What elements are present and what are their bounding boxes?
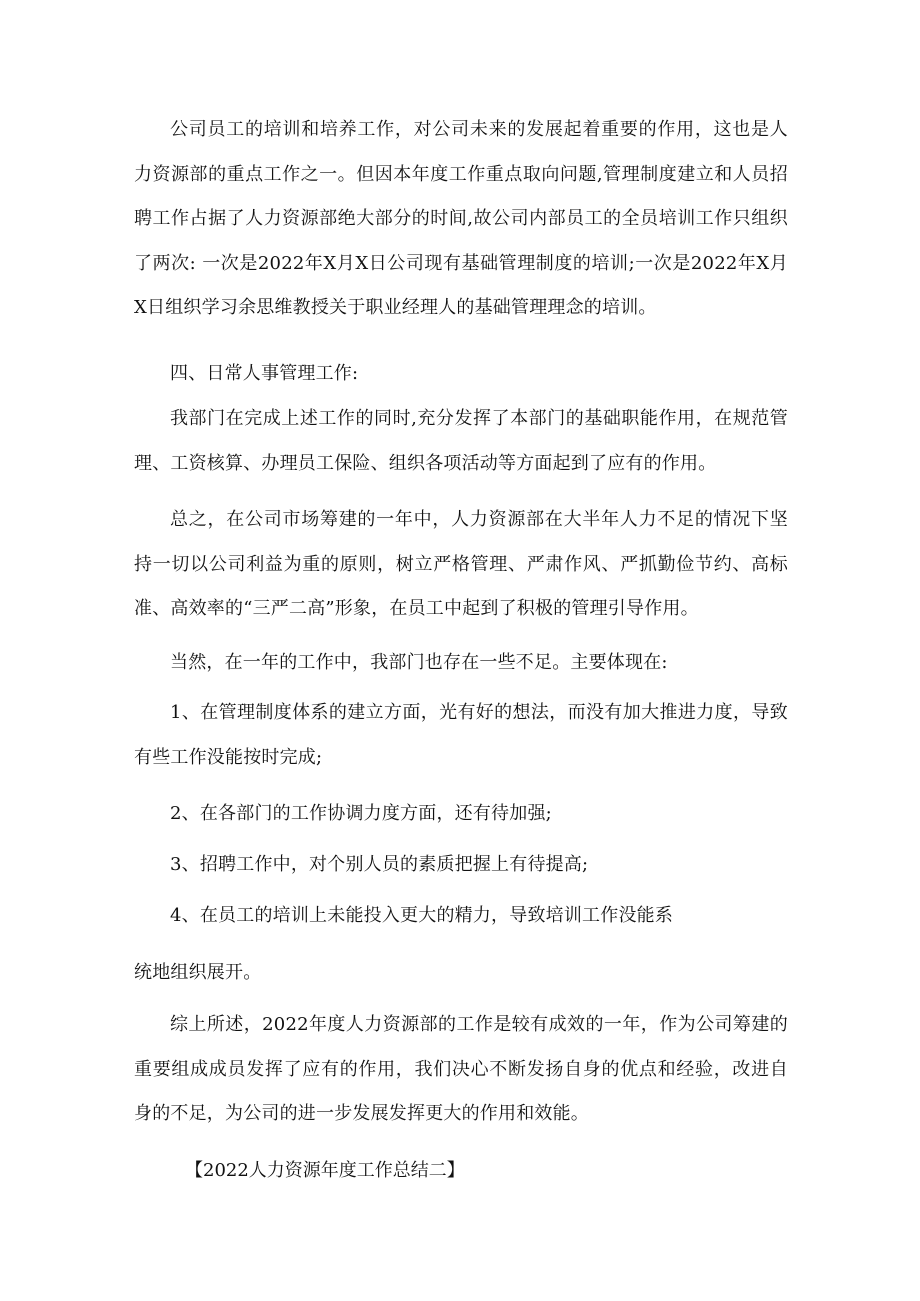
paragraph-conclusion: 综上所述，2022年度人力资源部的工作是较有成效的一年，作为公司筹建的重要组成成员发挥了应有的作用，我们决心不断发扬自身的优点和经验，改进自身的不足，为公司的进一步发展发挥更大的作用和效能。 [134,1014,788,1124]
paragraph-daily-management: 我部门在完成上述工作的同时,充分发挥了本部门的基础职能作用，在规范管理、工资核算、办理员工保险、组织各项活动等方面起到了应有的作用。 [134,408,788,474]
section-heading: 【2022人力资源年度工作总结二】 [185,1160,465,1181]
paragraph-shortcomings: 当然，在一年的工作中，我部门也存在一些不足。主要体现在: [170,652,668,673]
list-item-3: 3、招聘工作中，对个别人员的素质把握上有待提高; [170,854,589,875]
list-item-4-continued: 统地组织展开。 [134,962,262,983]
list-item-4: 4、在员工的培训上未能投入更大的精力，导致培训工作没能系 [170,905,674,926]
paragraph-summary: 总之，在公司市场筹建的一年中，人力资源部在大半年人力不足的情况下坚持一切以公司利益为重的原则，树立严格管理、严肃作风、严抓勤俭节约、高标准、高效率的“三严二高”形象，在员工中起到了积极的管理引导作用。 [134,509,788,619]
list-item-2: 2、在各部门的工作协调力度方面，还有待加强; [170,803,552,824]
paragraph-training: 公司员工的培训和培养工作，对公司未来的发展起着重要的作用，这也是人力资源部的重点工作之一。但因本年度工作重点取向问题,管理制度建立和人员招聘工作占据了人力资源部绝大部分的时间,故公司内部员工的全员培训工作只组织了两次: 一次是2022年X月X日公司现有基础管理制度的培训;一次是2022年X月X日组织学习余思维教授关于职业经理人的基础管理理念的培训。 [134,119,788,318]
paragraph-heading-four: 四、日常人事管理工作: [170,363,359,384]
list-item-1: 1、在管理制度体系的建立方面，光有好的想法，而没有加大推进力度，导致有些工作没能按时完成; [134,702,788,768]
